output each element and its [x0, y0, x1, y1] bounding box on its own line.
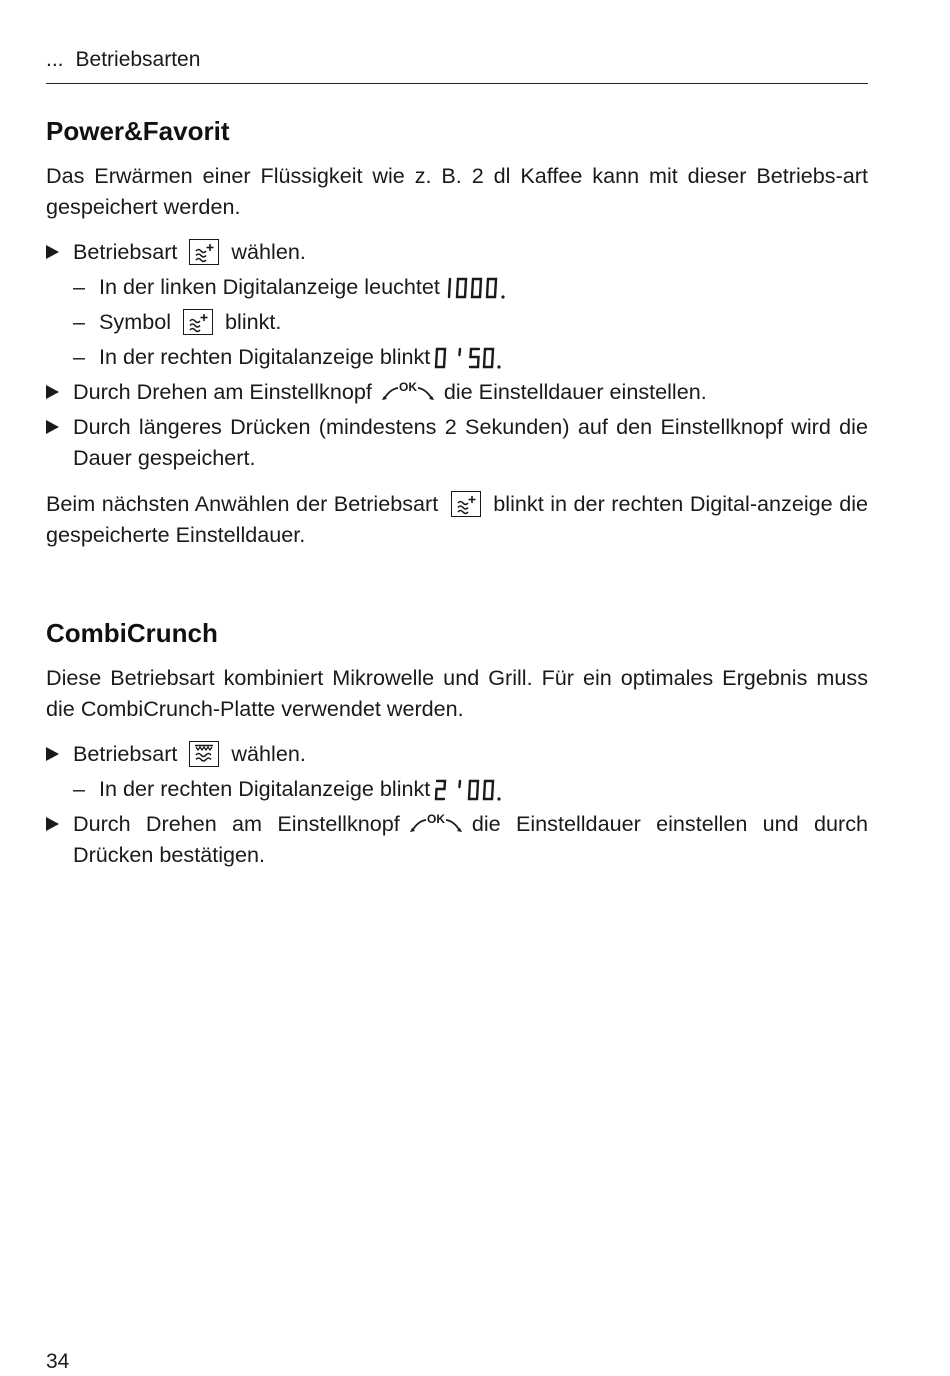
note-text: blinkt in der rechten Digital-anzeige die gespeicherte Einstelldauer.	[46, 491, 869, 547]
microwave-plus-icon	[451, 491, 481, 517]
intro-power-favorit: Das Erwärmen einer Flüssigkeit wie z. B. 2 dl Kaffee kann mit dieser Betriebs-art gespeichert werden.	[46, 163, 868, 219]
step-text: wählen.	[231, 239, 306, 264]
steps-combicrunch	[46, 738, 868, 870]
note-text: Beim nächsten Anwählen der Betriebsart	[46, 491, 439, 516]
dash-bullet: –	[73, 344, 86, 369]
substep-right-display	[46, 773, 868, 804]
step-text: die Einstelldauer einstellen und durch Drücken bestätigen.	[73, 811, 869, 867]
section-power-favorit	[46, 112, 868, 550]
bullet-arrow-icon	[46, 817, 59, 831]
dash-bullet: –	[73, 274, 86, 299]
lcd-display-1000	[444, 277, 506, 299]
substep-symbol-blinks	[46, 306, 868, 337]
header-title: Betriebsarten	[75, 48, 201, 71]
step-text: Durch Drehen am Einstellknopf	[73, 811, 400, 836]
bullet-arrow-icon	[46, 420, 59, 434]
substep-text: In der rechten Digitalanzeige blinkt	[99, 344, 431, 369]
microwave-grill-icon	[189, 741, 219, 767]
note-power-favorit	[46, 488, 868, 550]
substep-text: In der linken Digitalanzeige leuchtet	[99, 274, 440, 299]
heading-power-favorit: Power&Favorit	[46, 116, 230, 146]
bullet-arrow-icon	[46, 385, 59, 399]
substep-left-display	[46, 271, 868, 302]
substep-text: Symbol	[99, 309, 172, 334]
step-text: wählen.	[231, 741, 306, 766]
step-text: Durch längeres Drücken (mindestens 2 Sekunden) auf den Einstellknopf wird die Dauer gespeichert.	[73, 414, 868, 470]
substep-right-display	[46, 341, 868, 372]
section-combicrunch	[46, 614, 868, 870]
intro-combicrunch: Diese Betriebsart kombiniert Mikrowelle und Grill. Für ein optimales Ergebnis muss die CombiCrunch-Platte verwendet werden.	[46, 665, 868, 721]
page-number: 34	[46, 1350, 70, 1373]
step-text: Durch Drehen am Einstellknopf	[73, 379, 372, 404]
heading-combicrunch: CombiCrunch	[46, 618, 218, 648]
step-turn-knob	[46, 376, 868, 407]
substep-text: In der rechten Digitalanzeige blinkt	[99, 776, 431, 801]
microwave-plus-icon	[189, 239, 219, 265]
step-select-mode	[46, 738, 868, 769]
step-turn-knob	[46, 808, 868, 870]
microwave-plus-icon	[183, 309, 213, 335]
header-prefix: ...	[46, 48, 64, 71]
running-header	[46, 46, 868, 84]
step-text: Betriebsart	[73, 741, 178, 766]
step-long-press	[46, 411, 868, 473]
dash-bullet: –	[73, 776, 86, 801]
step-text: Betriebsart	[73, 239, 178, 264]
bullet-arrow-icon	[46, 245, 59, 259]
knob-ok-label: OK	[398, 381, 417, 394]
bullet-arrow-icon	[46, 747, 59, 761]
lcd-display-2-00	[434, 779, 502, 801]
substep-text: blinkt.	[225, 309, 282, 334]
steps-power-favorit	[46, 236, 868, 473]
rotary-knob-ok-icon	[408, 813, 464, 835]
dash-bullet: –	[73, 309, 86, 334]
step-text: die Einstelldauer einstellen.	[443, 379, 707, 404]
step-select-mode	[46, 236, 868, 267]
knob-ok-label: OK	[426, 813, 445, 826]
rotary-knob-ok-icon	[380, 381, 436, 403]
lcd-display-0-50	[434, 347, 502, 369]
